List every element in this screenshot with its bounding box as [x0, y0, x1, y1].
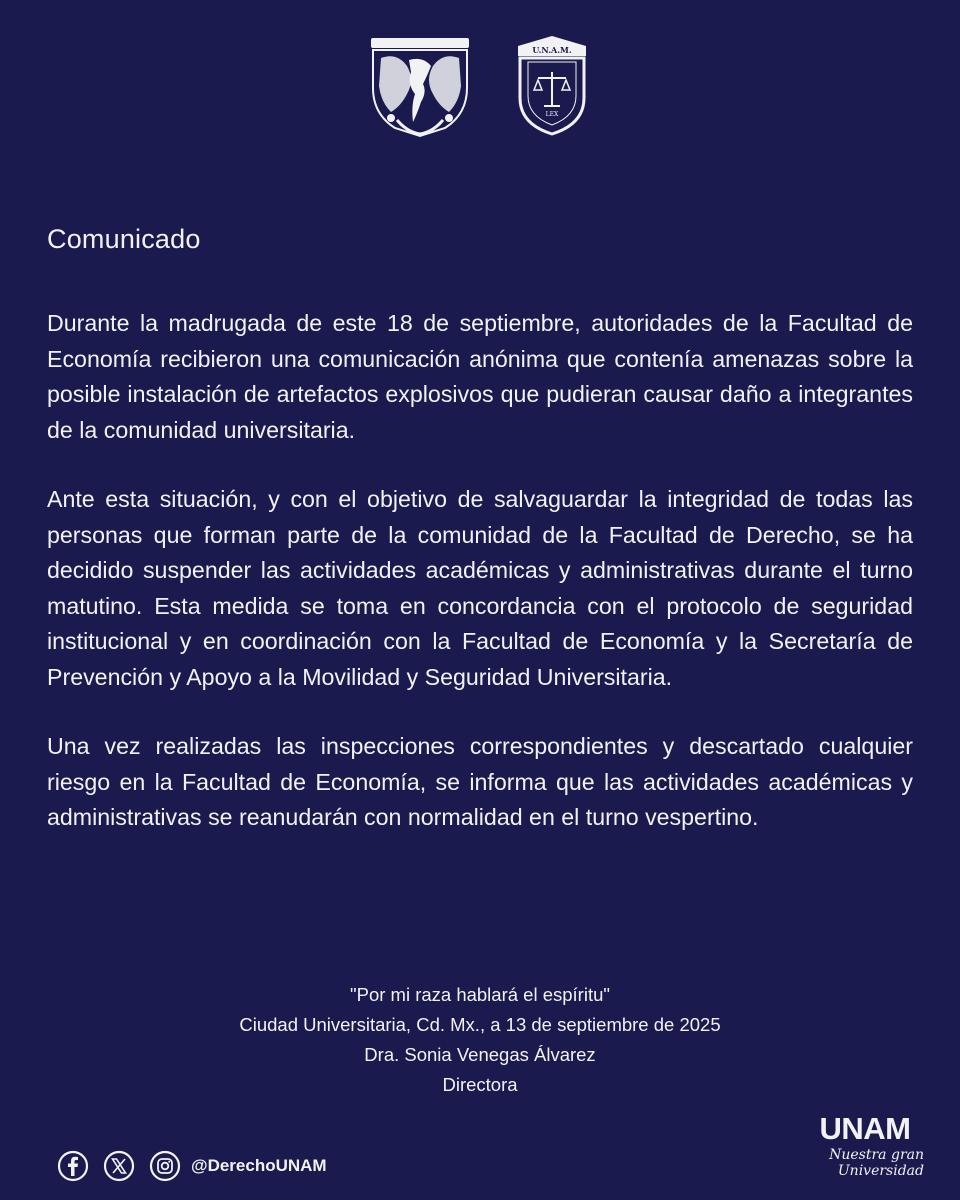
motto: "Por mi raza hablará el espíritu" — [350, 984, 610, 1005]
page-title: Comunicado — [47, 224, 201, 254]
x-icon[interactable] — [103, 1150, 135, 1182]
social-handle[interactable]: @DerechoUNAM — [191, 1156, 327, 1175]
shield-top-text: U.N.A.M. — [532, 45, 572, 55]
paragraph-3: Una vez realizadas las inspecciones correspondientes y descartado cualquier riesgo en la Facultad de Economía, se informa que las actividades académicas y administrativas se reanudarán con normalidad en el turno vespertino. — [47, 733, 913, 830]
communique-body — [47, 306, 913, 870]
header-logos — [0, 32, 960, 142]
unam-brand-mark — [806, 1113, 924, 1185]
signer-role: Directora — [442, 1074, 518, 1095]
brand-tagline-line-1: Nuestra gran — [829, 1147, 924, 1163]
paragraph-1: Durante la madrugada de este 18 de septiembre, autoridades de la Facultad de Economía recibieron una comunicación anónima que contenía amenazas sobre la posible instalación de artefactos explosivos que pudieran causar daño a integrantes de la comunidad universitaria. — [47, 310, 913, 443]
signature-block — [0, 980, 960, 1100]
signer-name: Dra. Sonia Venegas Álvarez — [364, 1044, 596, 1065]
brand-tagline-line-2: Universidad — [837, 1163, 924, 1179]
paragraph-2: Ante esta situación, y con el objetivo de salvaguardar la integridad de todas las personas que forman parte de la comunidad de la Facultad de Derecho, se ha decidido suspender las actividades académicas y administrativas durante el turno matutino. Esta medida se toma en concordancia con el protocolo de seguridad institucional y en coordinación con la Facultad de Economía y la Secretaría de Prevención y Apoyo a la Movilidad y Seguridad Universitaria. — [47, 486, 913, 690]
social-links — [57, 1149, 327, 1183]
faculty-derecho-shield-logo — [514, 32, 590, 138]
brand-tagline — [814, 1147, 924, 1179]
shield-lex-text: LEX — [545, 111, 559, 118]
brand-name: UNAM — [819, 1111, 911, 1146]
facebook-icon[interactable] — [57, 1150, 89, 1182]
unam-shield-logo — [367, 36, 473, 138]
instagram-icon[interactable] — [149, 1150, 181, 1182]
place-date: Ciudad Universitaria, Cd. Mx., a 13 de septiembre de 2025 — [239, 1014, 721, 1035]
